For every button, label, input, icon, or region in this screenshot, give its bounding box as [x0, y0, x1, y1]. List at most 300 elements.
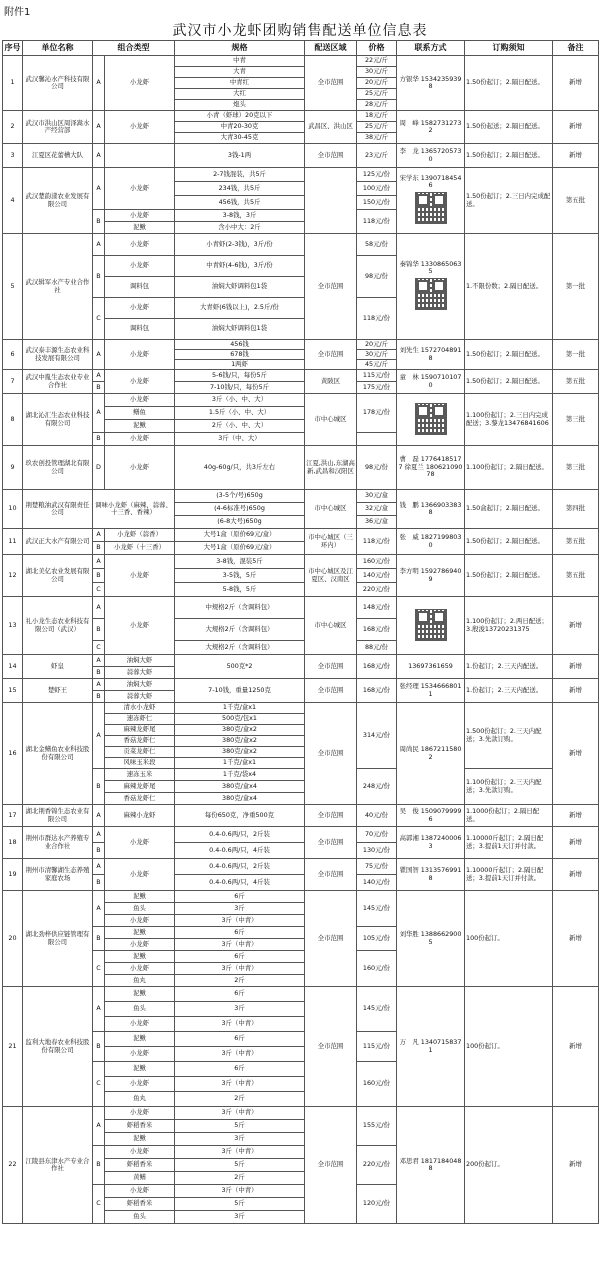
table-cell: 鱼丸 — [105, 975, 175, 987]
table-cell: 第一批 — [553, 234, 599, 340]
table-cell: 鱼头 — [105, 1211, 175, 1224]
table-cell: 武汉楚韵漾农业发展有限公司 — [23, 168, 93, 234]
header-spec: 规格 — [175, 41, 305, 56]
table-cell: 7-10钱/只，每份5斤 — [175, 382, 305, 394]
table-cell: A — [93, 111, 105, 144]
table-cell: 市中心城区 — [305, 394, 357, 446]
table-cell: 30元/斤 — [357, 67, 397, 78]
header-row — [3, 41, 599, 56]
table-cell: 6斤 — [175, 951, 305, 963]
table-cell: 玖农创投管理湖北有限公司 — [23, 446, 93, 490]
table-cell: 大号1盒（原价69元/盒） — [175, 542, 305, 555]
table-cell: 武昌区、洪山区 — [305, 111, 357, 144]
table-cell: 调料包 — [105, 319, 175, 340]
table-cell: 全市范围 — [305, 805, 357, 827]
table-cell: B — [93, 1032, 105, 1062]
table-cell: B — [93, 569, 105, 583]
table-cell: 1.100份起订；2.三日内完成配送；3.黎龙13476841606 — [465, 394, 553, 446]
vendor-table — [2, 40, 599, 1224]
table-row — [3, 111, 599, 122]
table-row — [3, 827, 599, 843]
table-cell: 380克/盒x2 — [175, 725, 305, 736]
table-cell: 楚虾王 — [23, 679, 93, 703]
table-cell: 小龙虾 — [105, 446, 175, 490]
table-cell: 6斤 — [175, 891, 305, 903]
table-cell: 虾稻香米 — [105, 1159, 175, 1172]
header-combo: 组合类型 — [93, 41, 175, 56]
table-cell: 小龙虾 — [105, 210, 175, 222]
table-cell: 调料包 — [105, 277, 175, 298]
table-cell — [357, 433, 397, 446]
table-cell: 13 — [3, 597, 23, 655]
table-cell: 速冻虾仁 — [105, 714, 175, 725]
table-cell: 小龙虾 — [105, 915, 175, 927]
table-cell: 全市范围 — [305, 1107, 357, 1224]
table-cell: 7 — [3, 370, 23, 394]
table-cell: 小龙虾 — [105, 298, 175, 319]
table-cell: 宋学东 13907184546 — [397, 168, 465, 234]
table-row — [3, 529, 599, 542]
table-cell: 武汉辑军水产专业合作社 — [23, 234, 93, 340]
table-cell: 3斤（中青） — [175, 1047, 305, 1062]
table-cell: 中青 — [175, 56, 305, 67]
table-cell: 小龙虾 — [105, 168, 175, 210]
table-cell: 88元/份 — [357, 641, 397, 655]
table-cell: B — [93, 769, 105, 805]
table-cell: 武汉正大水产有限公司 — [23, 529, 93, 555]
table-cell: 黄鳝 — [105, 1172, 175, 1185]
table-cell: 145元/份 — [357, 891, 397, 927]
header-area: 配送区域 — [305, 41, 357, 56]
table-cell: 3斤 — [175, 1133, 305, 1146]
table-cell: B — [93, 382, 105, 394]
table-cell: 香菇龙虾仁 — [105, 736, 175, 747]
table-cell: 3斤（中青） — [175, 1146, 305, 1159]
table-row — [3, 859, 599, 875]
table-cell: 145元/份 — [357, 987, 397, 1032]
table-cell — [105, 144, 175, 168]
table-cell: 18 — [3, 827, 23, 859]
table-cell: 小龙虾 — [105, 340, 175, 370]
table-cell: 泥鳅 — [105, 1032, 175, 1047]
table-cell: 7-10钱，重量1250克 — [175, 679, 305, 703]
table-cell: 234钱，共5斤 — [175, 182, 305, 196]
table-cell: 小龙虾 — [105, 1017, 175, 1032]
table-cell: 黄陂区 — [305, 370, 357, 394]
table-cell: 1.50份起订；2.三日内完成配送。 — [465, 168, 553, 234]
table-cell: 155元/份 — [357, 1107, 397, 1146]
table-row — [3, 597, 599, 619]
table-cell: A — [93, 1107, 105, 1146]
table-cell: 12 — [3, 555, 23, 597]
table-cell: 1.50份起订；2.隔日配送。 — [465, 144, 553, 168]
table-cell: 1.50份起订；2.隔日配送。 — [465, 555, 553, 597]
table-cell: 小龙虾 — [105, 555, 175, 597]
table-cell: 20元/斤 — [357, 78, 397, 89]
qr-code-icon — [415, 403, 447, 435]
table-row — [3, 490, 599, 503]
table-cell: 3-5钱，5斤 — [175, 569, 305, 583]
table-cell: 麻辣龙虾尾 — [105, 725, 175, 736]
table-cell: B — [93, 256, 105, 298]
table-cell: 全市范围 — [305, 703, 357, 805]
table-cell: 2 — [3, 111, 23, 144]
table-row — [3, 679, 599, 691]
table-cell: 1.100份起订；2.隔日配送。 — [465, 446, 553, 490]
table-row — [3, 1107, 599, 1120]
table-cell: 248元/份 — [357, 769, 397, 805]
table-row — [3, 655, 599, 667]
table-cell: 吴 俊 15090799996 — [397, 805, 465, 827]
table-cell: 3斤 — [175, 1211, 305, 1224]
table-cell: 小龙虾 — [105, 597, 175, 655]
table-cell: 第三批 — [553, 394, 599, 446]
table-cell: A — [93, 827, 105, 843]
table-cell: 178元/份 — [357, 394, 397, 433]
table-cell: 16 — [3, 703, 23, 805]
table-cell: 160元/份 — [357, 951, 397, 987]
table-cell: 1.份起订；2.三天内配送。 — [465, 655, 553, 679]
table-cell: 75元/份 — [357, 859, 397, 875]
table-cell: 泥鳅 — [105, 1062, 175, 1077]
table-cell: 105元/份 — [357, 927, 397, 951]
table-cell: 张经理 15346668011 — [397, 679, 465, 703]
table-cell: 中青虾(4-6钱)，3斤/份 — [175, 256, 305, 277]
table-cell: 2斤 — [175, 975, 305, 987]
table-cell: 全市范围 — [305, 859, 357, 891]
table-cell: 新增 — [553, 655, 599, 679]
table-cell: 虾稻香米 — [105, 1120, 175, 1133]
table-cell: 第五批 — [553, 168, 599, 234]
table-cell: A — [93, 234, 105, 256]
table-cell: 全市范围 — [305, 655, 357, 679]
table-cell: 20元/斤 — [357, 340, 397, 350]
table-cell: 鳝鱼 — [105, 407, 175, 420]
table-cell: B — [93, 619, 105, 641]
table-cell: 30元/斤 — [357, 350, 397, 360]
table-cell: A — [93, 340, 105, 370]
table-cell: 500克/包x1 — [175, 714, 305, 725]
table-cell: 鱼头 — [105, 903, 175, 915]
table-cell: 新增 — [553, 56, 599, 111]
table-cell: 小龙虾 — [105, 370, 175, 394]
table-cell: 炮头 — [175, 100, 305, 111]
table-cell: 25元/斤 — [357, 122, 397, 133]
table-cell: 130元/份 — [357, 843, 397, 859]
table-cell: 全市范围 — [305, 987, 357, 1107]
table-cell: 175元/份 — [357, 382, 397, 394]
table-cell: 新增 — [553, 827, 599, 859]
table-cell: 168元/份 — [357, 619, 397, 641]
table-cell: 3 — [3, 144, 23, 168]
table-cell: 0.4-0.6两/只，4斤装 — [175, 843, 305, 859]
table-cell: 160元/份 — [357, 555, 397, 569]
table-cell: 大规格2斤（含调料包） — [175, 619, 305, 641]
table-cell: 150元/份 — [357, 196, 397, 210]
table-cell: 风味玉米段 — [105, 758, 175, 769]
table-cell: B — [93, 691, 105, 703]
table-cell: 全市范围 — [305, 56, 357, 111]
table-cell: C — [93, 641, 105, 655]
table-cell: 380克/盒x2 — [175, 747, 305, 758]
table-cell: 2斤 — [175, 1092, 305, 1107]
table-cell: B — [93, 1146, 105, 1185]
table-cell: (4-6标准号)650g — [175, 503, 305, 516]
table-cell: 小龙虾 — [105, 827, 175, 859]
table-cell: B — [93, 433, 105, 446]
table-cell: B — [93, 542, 105, 555]
table-cell: 36元/盒 — [357, 516, 397, 529]
table-cell: 28元/斤 — [357, 100, 397, 111]
table-cell: 1.10000斤起订；2.隔日配送；3.提前1天订并付款。 — [465, 827, 553, 859]
table-cell: 3斤 — [175, 1002, 305, 1017]
table-cell: 大青30-45克 — [175, 133, 305, 144]
table-row — [3, 168, 599, 182]
table-cell: 6斤 — [175, 927, 305, 939]
table-cell: 115元/份 — [357, 370, 397, 382]
table-cell: 3斤（中青） — [175, 1017, 305, 1032]
table-cell: 0.4-0.6两/只，2斤装 — [175, 859, 305, 875]
table-cell: 麻辣小龙虾 — [105, 805, 175, 827]
table-cell: 6斤 — [175, 987, 305, 1002]
table-cell: 小青（虾球）20克以下 — [175, 111, 305, 122]
table-cell: 3斤（中、大） — [175, 433, 305, 446]
table-cell: 张 威 18271998030 — [397, 529, 465, 555]
table-cell: 贡菜龙虾仁 — [105, 747, 175, 758]
table-cell: 1.50份起订；2.隔日配送。 — [465, 340, 553, 370]
table-cell: 第四批 — [553, 490, 599, 529]
table-row — [3, 891, 599, 903]
table-cell: 虾稻香米 — [105, 1198, 175, 1211]
table-cell: 小龙虾 — [105, 1185, 175, 1198]
table-cell: 500克*2 — [175, 655, 305, 679]
table-cell: 蒜蓉大虾 — [105, 691, 175, 703]
table-cell: 万 凡 13407158371 — [397, 987, 465, 1107]
table-cell: 小龙虾 — [105, 234, 175, 256]
table-cell: 2斤 — [175, 1172, 305, 1185]
table-cell: 大规格2斤（含调料包） — [175, 641, 305, 655]
table-cell: 新增 — [553, 703, 599, 805]
table-cell: 全市范围 — [305, 144, 357, 168]
table-cell: 1.50份起订；2.隔日配送。 — [465, 56, 553, 111]
table-cell: B — [93, 927, 105, 951]
table-cell: 1两虾 — [175, 360, 305, 370]
table-cell: 全市范围 — [305, 234, 357, 340]
table-cell: 100元/份 — [357, 182, 397, 196]
table-cell: 泥鳅 — [105, 987, 175, 1002]
table-cell: 刘先生 15727048918 — [397, 340, 465, 370]
table-cell: 4 — [3, 168, 23, 234]
table-cell: 1.5斤（小、中、大） — [175, 407, 305, 420]
table-cell: 30元/盒 — [357, 490, 397, 503]
table-cell: 10 — [3, 490, 23, 529]
table-cell: C — [93, 298, 105, 340]
table-cell: 市中心城区 — [305, 490, 357, 529]
table-cell: 清水小龙虾 — [105, 703, 175, 714]
table-row — [3, 340, 599, 350]
table-cell: 每份650克，净重500克 — [175, 805, 305, 827]
table-row — [3, 234, 599, 256]
table-cell: 中青红 — [175, 78, 305, 89]
table-cell: 武汉市洪山区周泽嵩水产经营部 — [23, 111, 93, 144]
table-cell: 23元/斤 — [357, 144, 397, 168]
table-cell: 168元/份 — [357, 655, 397, 679]
table-cell: D — [93, 446, 105, 490]
table-cell: 1.1000份起订；2.隔日配送。 — [465, 805, 553, 827]
table-cell: 湖北劲梓供应链管理有限公司 — [23, 891, 93, 987]
table-cell: 鱼头 — [105, 1002, 175, 1017]
table-cell: 1.10000斤起订；2.隔日配送；3.提前1天订并付款。 — [465, 859, 553, 891]
table-cell: 武汉馨沁水产科技有限公司 — [23, 56, 93, 111]
table-cell: 新增 — [553, 891, 599, 987]
table-cell: 邓思君 18171840488 — [397, 1107, 465, 1224]
table-cell: 40g-60g/只，共3斤左右 — [175, 446, 305, 490]
table-cell: 1.50份起订；2.隔日配送。 — [465, 529, 553, 555]
table-cell: 油焖大虾调料包1袋 — [175, 277, 305, 298]
table-cell: 江陵县东津水产专业合作社 — [23, 1107, 93, 1224]
table-cell: 鱼丸 — [105, 1092, 175, 1107]
table-cell — [397, 394, 465, 446]
table-cell: 9 — [3, 446, 23, 490]
table-cell: 2-7钱混装，共5斤 — [175, 168, 305, 182]
table-cell: A — [93, 655, 105, 667]
table-cell: 5 — [3, 234, 23, 340]
table-cell: 钱 鹏 13669033838 — [397, 490, 465, 529]
qr-code-icon — [415, 278, 447, 310]
table-cell: 大号1盒（原价69元/盒） — [175, 529, 305, 542]
table-cell: 小龙虾 — [105, 939, 175, 951]
table-cell: 调味小龙虾（麻辣、蒜蓉、十三香、香辣） — [93, 490, 175, 529]
table-cell: 刘华胜 13886629005 — [397, 891, 465, 987]
table-cell: 新增 — [553, 144, 599, 168]
table-cell: 3-8钱，3斤 — [175, 210, 305, 222]
table-cell: 麻辣龙虾尾 — [105, 781, 175, 793]
table-cell: 18元/斤 — [357, 111, 397, 122]
table-cell: 小龙虾 — [105, 1107, 175, 1120]
table-row — [3, 446, 599, 490]
table-cell: 秦锦华 13308650635 — [397, 234, 465, 340]
table-cell: 118元/份 — [357, 529, 397, 555]
table-cell: 江夏区花蕾槽大队 — [23, 144, 93, 168]
table-cell: 大红 — [175, 89, 305, 100]
table-cell: 200份起订。 — [465, 1107, 553, 1224]
table-cell: 21 — [3, 987, 23, 1107]
table-row — [3, 56, 599, 67]
table-cell: 小龙虾 — [105, 256, 175, 277]
table-cell: 小龙虾（十三香） — [105, 542, 175, 555]
table-cell: 40元/份 — [357, 805, 397, 827]
table-cell: 第五批 — [553, 555, 599, 597]
table-cell: 泥鳅 — [105, 891, 175, 903]
table-cell: 油焖大虾 — [105, 655, 175, 667]
table-cell: 1.100份起订；2.三天内配送；3.先款订购。 — [465, 769, 553, 805]
table-cell: 荆楚粮油武汉有限责任公司 — [23, 490, 93, 529]
table-cell: 曹 磊 17764185177 徐夏兰 18062109078 — [397, 446, 465, 490]
table-cell: 70元/份 — [357, 827, 397, 843]
table-cell: 新增 — [553, 111, 599, 144]
table-cell: 1千克/盒x1 — [175, 703, 305, 714]
table-cell: 3斤（中青） — [175, 1185, 305, 1198]
table-cell: 8 — [3, 394, 23, 446]
table-cell: 140元/份 — [357, 875, 397, 891]
table-cell: A — [93, 529, 105, 542]
table-subrow — [3, 769, 599, 781]
table-cell: 15 — [3, 679, 23, 703]
table-cell: A — [93, 679, 105, 691]
table-cell: 中青20-30克 — [175, 122, 305, 133]
table-cell: 小龙虾 — [105, 1077, 175, 1092]
table-cell: 160元/份 — [357, 1062, 397, 1107]
table-cell: 油焖大虾 — [105, 679, 175, 691]
table-cell: 市中心城区及江夏区、汉南区 — [305, 555, 357, 597]
table-cell: A — [93, 859, 105, 875]
table-cell: A — [93, 703, 105, 769]
table-cell: A — [93, 56, 105, 111]
table-cell: 新增 — [553, 597, 599, 655]
table-cell: 25元/斤 — [357, 89, 397, 100]
header-price: 价格 — [357, 41, 397, 56]
table-cell: 3-8钱，混装5斤 — [175, 555, 305, 569]
table-cell: 荆州市清馨湖生态养殖家庭农场 — [23, 859, 93, 891]
table-cell: 礼小龙生态农业科技有限公司（武汉） — [23, 597, 93, 655]
table-cell — [397, 597, 465, 655]
table-cell: 香菇龙虾仁 — [105, 793, 175, 805]
table-cell: 全市范围 — [305, 827, 357, 859]
table-cell: 湖北美亿农业发展有限公司 — [23, 555, 93, 597]
table-cell: 14 — [3, 655, 23, 679]
table-cell: C — [93, 1062, 105, 1107]
table-cell: 0.4-0.6两/只，4斤装 — [175, 875, 305, 891]
table-row — [3, 394, 599, 407]
table-cell: 380克/盒x4 — [175, 781, 305, 793]
table-cell: 58元/份 — [357, 234, 397, 256]
table-cell: 1.50盒起订；2.隔日配送。 — [465, 490, 553, 529]
table-cell: 168元/份 — [357, 679, 397, 703]
table-cell: 125元/份 — [357, 168, 397, 182]
table-cell: 新增 — [553, 679, 599, 703]
table-cell: 6斤 — [175, 1062, 305, 1077]
table-cell: 含小中大：2斤 — [175, 222, 305, 234]
header-remark: 备注 — [553, 41, 599, 56]
table-cell: 第五批 — [553, 529, 599, 555]
table-cell: 泥鳅 — [105, 1133, 175, 1146]
table-cell: B — [93, 210, 105, 234]
header-contact: 联系方式 — [397, 41, 465, 56]
table-cell: 全市范围 — [305, 679, 357, 703]
table-cell: 100份起订。 — [465, 891, 553, 987]
table-cell: C — [93, 1185, 105, 1224]
table-cell: 第五批 — [553, 370, 599, 394]
table-cell: 17 — [3, 805, 23, 827]
table-row — [3, 987, 599, 1002]
table-cell: 1.份起订；2.三天内配送。 — [465, 679, 553, 703]
table-cell: 45元/斤 — [357, 360, 397, 370]
table-cell: 380克/盒x2 — [175, 736, 305, 747]
table-cell: A — [93, 597, 105, 619]
table-cell: 220元/份 — [357, 583, 397, 597]
table-cell: 98元/份 — [357, 446, 397, 490]
table-cell: A — [93, 394, 105, 433]
table-cell: 泥鳅 — [105, 927, 175, 939]
table-cell: 大青 — [175, 67, 305, 78]
table-cell: 120元/份 — [357, 1185, 397, 1224]
table-cell: 22 — [3, 1107, 23, 1224]
table-row — [3, 144, 599, 168]
table-cell: 中规格2斤（含调料包） — [175, 597, 305, 619]
table-cell: 江夏,洪山,东湖高新,武昌和汉阳区 — [305, 446, 357, 490]
table-cell: 1.50份起送；2.隔日配送。 — [465, 111, 553, 144]
qr-code-icon — [415, 192, 447, 224]
